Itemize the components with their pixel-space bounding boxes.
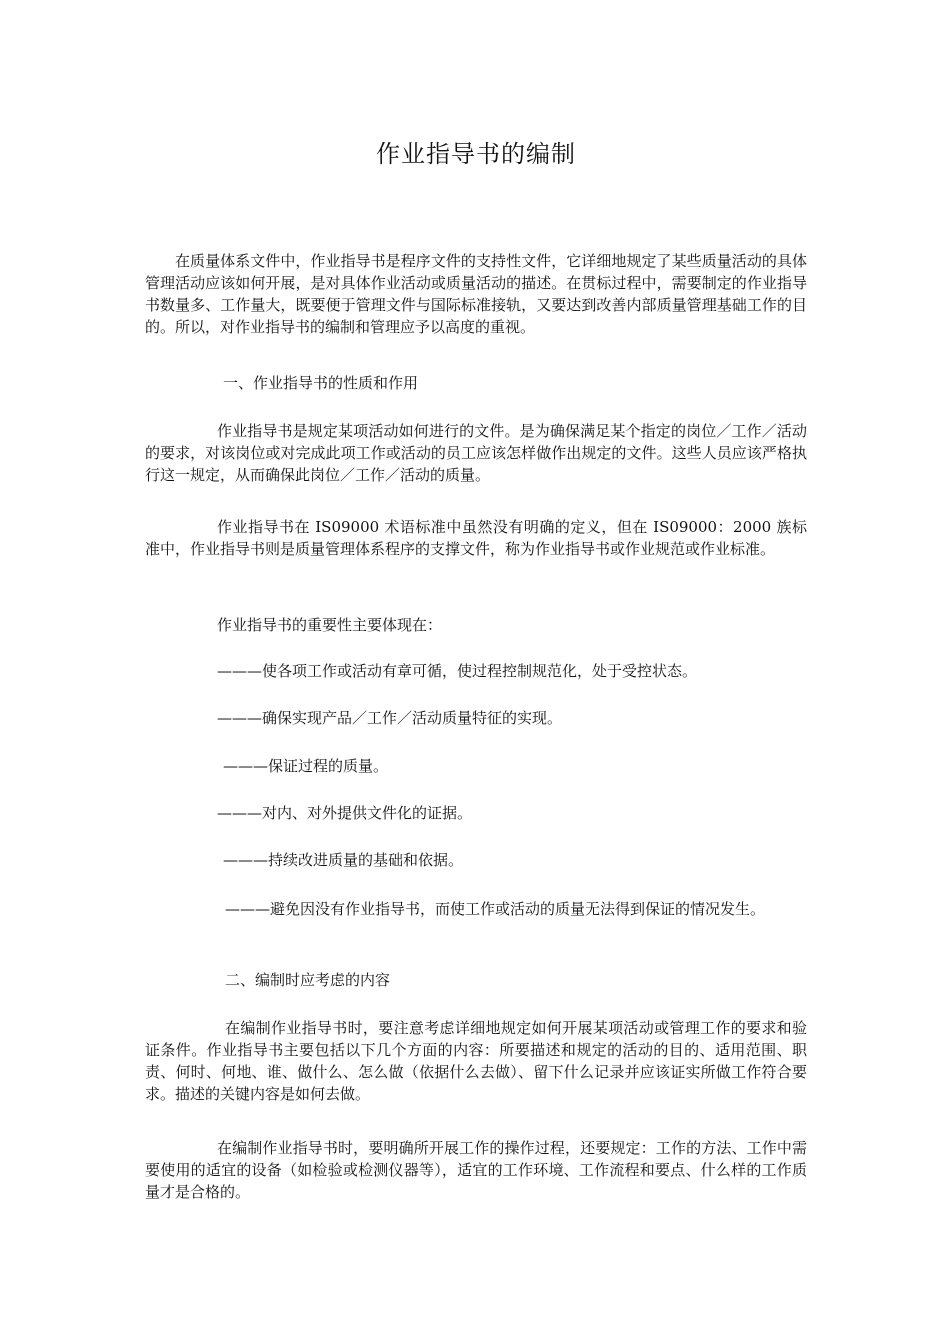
document-page xyxy=(145,0,807,1344)
document-title: 作业指导书的编制 xyxy=(376,140,576,168)
section-heading-2: 二、编制时应考虑的内容 xyxy=(225,971,391,989)
section1-paragraph-2: 作业指导书在 IS09000 术语标准中虽然没有明确的定义，但在 IS09000：2000 族标准中，作业指导书则是质量管理体系程序的支撑文件，称为作业指导书或作业规范或作业标准。 xyxy=(145,518,807,558)
list-item: ———避免因没有作业指导书，而使工作或活动的质量无法得到保证的情况发生。 xyxy=(225,900,766,918)
list-item: ———使各项工作或活动有章可循，使过程控制规范化，处于受控状态。 xyxy=(217,662,698,680)
section-heading-1: 一、作业指导书的性质和作用 xyxy=(223,374,419,392)
section2-paragraph-1: 在编制作业指导书时，要注意考虑详细地规定如何开展某项活动或管理工作的要求和验证条件。作业指导书主要包括以下几个方面的内容：所要描述和规定的活动的目的、适用范围、职责、何时、何地、谁、做什么、怎么做（依据什么去做）、留下什么记录并应该证实所做工作符合要求。描述的关键内容是如何去做。 xyxy=(145,1019,807,1103)
list-item: ———保证过程的质量。 xyxy=(223,757,389,775)
section1-paragraph-1: 作业指导书是规定某项活动如何进行的文件。是为确保满足某个指定的岗位／工作／活动的要求，对该岗位或对完成此项工作或活动的员工应该怎样做作出规定的文件。这些人员应该严格执行这一规定，从而确保此岗位／工作／活动的质量。 xyxy=(145,422,807,484)
list-item: ———持续改进质量的基础和依据。 xyxy=(223,851,464,869)
intro-paragraph: 在质量体系文件中，作业指导书是程序文件的支持性文件，它详细地规定了某些质量活动的具体管理活动应该如何开展，是对具体作业活动或质量活动的描述。在贯标过程中，需要制定的作业指导书数量多、工作量大，既要便于管理文件与国际标准接轨，又要达到改善内部质量管理基础工作的目的。所以，对作业指导书的编制和管理应予以高度的重视。 xyxy=(145,252,807,336)
section2-paragraph-2: 在编制作业指导书时，要明确所开展工作的操作过程，还要规定：工作的方法、工作中需要使用的适宜的设备（如检验或检测仪器等），适宜的工作环境、工作流程和要点、什么样的工作质量才是合格的。 xyxy=(145,1139,807,1201)
importance-intro: 作业指导书的重要性主要体现在： xyxy=(217,616,443,634)
list-item: ———对内、对外提供文件化的证据。 xyxy=(217,804,473,822)
list-item: ———确保实现产品／工作／活动质量特征的实现。 xyxy=(217,709,563,727)
